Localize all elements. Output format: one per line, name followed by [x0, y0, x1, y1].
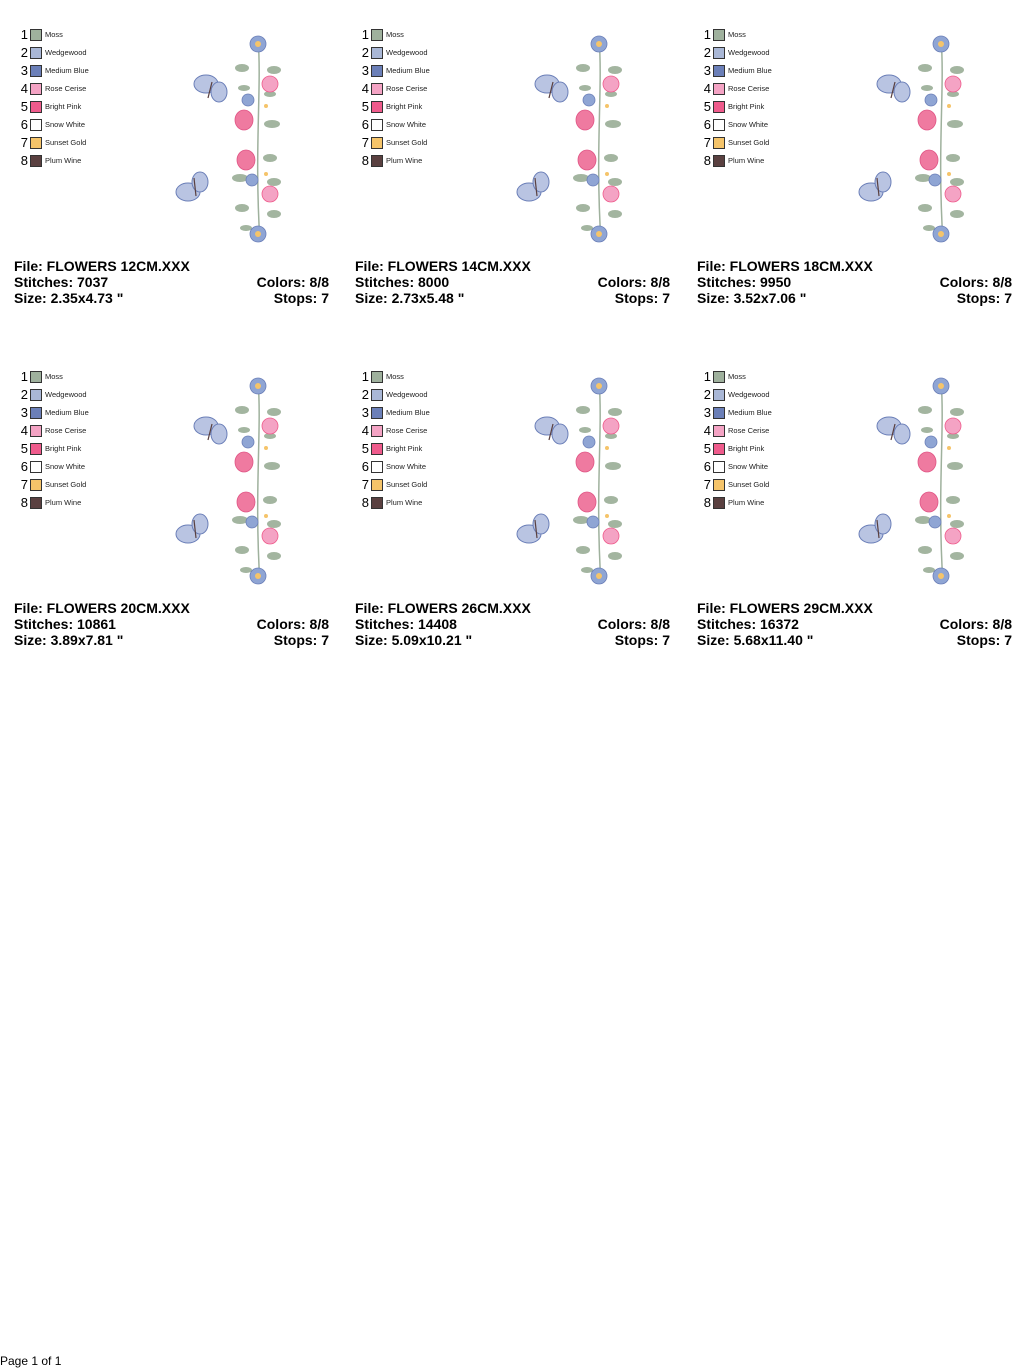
design-info [355, 600, 670, 648]
legend-item [19, 386, 89, 404]
legend-item [19, 98, 89, 116]
legend-item [19, 134, 89, 152]
legend-number: 5 [361, 99, 369, 114]
legend-color-name: Rose Cerise [386, 426, 428, 435]
design-size: Size: 5.68x11.40 " [697, 632, 814, 648]
legend-color-name: Medium Blue [45, 408, 89, 417]
legend-color-name: Rose Cerise [728, 84, 770, 93]
legend-number: 6 [703, 459, 711, 474]
legend-number: 8 [703, 153, 711, 168]
legend-item [702, 494, 772, 512]
legend-color-name: Moss [728, 372, 746, 381]
color-swatch [713, 461, 725, 473]
embroidery-design-preview [174, 370, 294, 594]
legend-item [702, 62, 772, 80]
design-info [355, 258, 670, 306]
color-swatch [371, 83, 383, 95]
legend-number: 4 [703, 423, 711, 438]
legend-item [360, 386, 430, 404]
design-size: Size: 3.89x7.81 " [14, 632, 124, 648]
legend-number: 7 [20, 477, 28, 492]
file-name: File: FLOWERS 18CM.XXX [697, 258, 873, 274]
design-size: Size: 2.73x5.48 " [355, 290, 465, 306]
color-swatch [30, 155, 42, 167]
color-swatch [30, 47, 42, 59]
legend-number: 5 [703, 441, 711, 456]
color-legend [702, 26, 772, 170]
color-swatch [713, 407, 725, 419]
color-swatch [30, 101, 42, 113]
color-swatch [713, 137, 725, 149]
legend-item [702, 116, 772, 134]
legend-color-name: Wedgewood [386, 48, 428, 57]
legend-item [702, 422, 772, 440]
legend-number: 4 [361, 423, 369, 438]
stop-count: Stops: 7 [273, 632, 329, 648]
legend-item [360, 422, 430, 440]
legend-number: 1 [361, 27, 369, 42]
color-swatch [30, 443, 42, 455]
legend-number: 1 [703, 27, 711, 42]
color-swatch [371, 101, 383, 113]
legend-number: 3 [703, 405, 711, 420]
color-swatch [371, 371, 383, 383]
legend-number: 3 [20, 405, 28, 420]
legend-color-name: Wedgewood [728, 48, 770, 57]
legend-item [702, 440, 772, 458]
stitch-count: Stitches: 10861 [14, 616, 116, 632]
stop-count: Stops: 7 [956, 290, 1012, 306]
color-legend [360, 368, 430, 512]
design-info [697, 600, 1012, 648]
legend-item [360, 62, 430, 80]
legend-item [360, 116, 430, 134]
legend-number: 6 [20, 117, 28, 132]
color-swatch [713, 425, 725, 437]
color-swatch [713, 497, 725, 509]
legend-item [702, 44, 772, 62]
color-swatch [371, 47, 383, 59]
legend-color-name: Plum Wine [45, 498, 82, 507]
color-count: Colors: 8/8 [939, 616, 1012, 632]
legend-number: 2 [361, 45, 369, 60]
color-swatch [713, 101, 725, 113]
legend-color-name: Medium Blue [386, 408, 430, 417]
legend-item [19, 368, 89, 386]
legend-item [19, 80, 89, 98]
stop-count: Stops: 7 [614, 632, 670, 648]
color-count: Colors: 8/8 [597, 274, 670, 290]
legend-color-name: Rose Cerise [45, 426, 87, 435]
stop-count: Stops: 7 [614, 290, 670, 306]
stitch-count: Stitches: 14408 [355, 616, 457, 632]
legend-number: 6 [20, 459, 28, 474]
legend-number: 2 [703, 45, 711, 60]
file-name: File: FLOWERS 20CM.XXX [14, 600, 190, 616]
legend-color-name: Sunset Gold [728, 138, 770, 147]
design-info [14, 600, 329, 648]
color-swatch [371, 65, 383, 77]
legend-number: 6 [703, 117, 711, 132]
legend-item [360, 98, 430, 116]
legend-number: 4 [20, 423, 28, 438]
legend-color-name: Moss [386, 30, 404, 39]
color-swatch [713, 65, 725, 77]
color-swatch [713, 47, 725, 59]
legend-color-name: Snow White [45, 462, 86, 471]
legend-item [360, 134, 430, 152]
legend-color-name: Sunset Gold [45, 138, 87, 147]
color-swatch [30, 497, 42, 509]
embroidery-design-preview [515, 28, 635, 252]
legend-color-name: Wedgewood [728, 390, 770, 399]
legend-color-name: Wedgewood [45, 48, 87, 57]
legend-color-name: Medium Blue [386, 66, 430, 75]
color-swatch [713, 479, 725, 491]
embroidery-design-preview [174, 28, 294, 252]
legend-number: 4 [361, 81, 369, 96]
legend-color-name: Bright Pink [45, 444, 82, 453]
legend-item [702, 404, 772, 422]
legend-color-name: Moss [728, 30, 746, 39]
design-size: Size: 5.09x10.21 " [355, 632, 473, 648]
legend-number: 3 [703, 63, 711, 78]
color-swatch [713, 389, 725, 401]
legend-number: 5 [20, 441, 28, 456]
legend-color-name: Sunset Gold [386, 480, 428, 489]
color-swatch [713, 83, 725, 95]
embroidery-design-preview [857, 28, 977, 252]
legend-item [360, 458, 430, 476]
legend-item [19, 422, 89, 440]
legend-number: 7 [20, 135, 28, 150]
legend-item [360, 26, 430, 44]
legend-item [19, 440, 89, 458]
legend-item [19, 152, 89, 170]
legend-color-name: Snow White [45, 120, 86, 129]
color-count: Colors: 8/8 [256, 616, 329, 632]
design-card [355, 0, 670, 306]
legend-item [19, 62, 89, 80]
legend-number: 3 [361, 405, 369, 420]
color-swatch [371, 137, 383, 149]
legend-color-name: Plum Wine [728, 156, 765, 165]
color-swatch [713, 29, 725, 41]
legend-number: 8 [703, 495, 711, 510]
embroidery-design-preview [515, 370, 635, 594]
file-name: File: FLOWERS 14CM.XXX [355, 258, 531, 274]
legend-color-name: Bright Pink [386, 102, 423, 111]
design-card [697, 342, 1012, 648]
legend-color-name: Bright Pink [386, 444, 423, 453]
legend-number: 3 [361, 63, 369, 78]
legend-item [702, 386, 772, 404]
legend-item [19, 26, 89, 44]
stitch-count: Stitches: 9950 [697, 274, 792, 290]
color-swatch [30, 119, 42, 131]
legend-color-name: Bright Pink [45, 102, 82, 111]
legend-number: 1 [361, 369, 369, 384]
color-legend [702, 368, 772, 512]
legend-color-name: Plum Wine [386, 156, 423, 165]
legend-number: 5 [703, 99, 711, 114]
design-card [14, 0, 329, 306]
design-card [355, 342, 670, 648]
design-card [14, 342, 329, 648]
stop-count: Stops: 7 [273, 290, 329, 306]
legend-number: 4 [20, 81, 28, 96]
design-card [697, 0, 1012, 306]
legend-number: 2 [20, 45, 28, 60]
color-swatch [713, 119, 725, 131]
stop-count: Stops: 7 [956, 632, 1012, 648]
color-count: Colors: 8/8 [597, 616, 670, 632]
legend-number: 2 [703, 387, 711, 402]
legend-number: 8 [361, 495, 369, 510]
legend-item [19, 476, 89, 494]
legend-number: 7 [703, 135, 711, 150]
embroidery-design-preview [857, 370, 977, 594]
color-swatch [371, 479, 383, 491]
color-swatch [30, 407, 42, 419]
legend-number: 1 [20, 27, 28, 42]
color-legend [19, 368, 89, 512]
legend-item [360, 368, 430, 386]
legend-item [360, 44, 430, 62]
color-swatch [713, 155, 725, 167]
legend-color-name: Sunset Gold [728, 480, 770, 489]
legend-color-name: Plum Wine [728, 498, 765, 507]
color-swatch [371, 407, 383, 419]
legend-number: 7 [703, 477, 711, 492]
legend-color-name: Snow White [728, 120, 769, 129]
legend-item [702, 26, 772, 44]
color-swatch [30, 65, 42, 77]
color-swatch [371, 497, 383, 509]
color-swatch [30, 83, 42, 95]
color-count: Colors: 8/8 [256, 274, 329, 290]
color-swatch [30, 137, 42, 149]
legend-color-name: Bright Pink [728, 444, 765, 453]
legend-color-name: Bright Pink [728, 102, 765, 111]
legend-number: 7 [361, 135, 369, 150]
color-swatch [30, 29, 42, 41]
stitch-count: Stitches: 8000 [355, 274, 450, 290]
color-swatch [371, 443, 383, 455]
legend-color-name: Medium Blue [45, 66, 89, 75]
legend-color-name: Wedgewood [386, 390, 428, 399]
legend-color-name: Snow White [386, 120, 427, 129]
legend-number: 2 [20, 387, 28, 402]
legend-item [360, 80, 430, 98]
color-legend [19, 26, 89, 170]
color-legend [360, 26, 430, 170]
legend-number: 7 [361, 477, 369, 492]
color-swatch [30, 389, 42, 401]
file-name: File: FLOWERS 26CM.XXX [355, 600, 531, 616]
design-size: Size: 3.52x7.06 " [697, 290, 807, 306]
legend-item [702, 98, 772, 116]
legend-number: 8 [20, 495, 28, 510]
legend-item [360, 152, 430, 170]
stitch-count: Stitches: 7037 [14, 274, 109, 290]
legend-color-name: Snow White [728, 462, 769, 471]
legend-color-name: Rose Cerise [45, 84, 87, 93]
legend-color-name: Plum Wine [386, 498, 423, 507]
color-swatch [371, 119, 383, 131]
legend-color-name: Medium Blue [728, 66, 772, 75]
color-count: Colors: 8/8 [939, 274, 1012, 290]
legend-number: 1 [20, 369, 28, 384]
legend-number: 5 [361, 441, 369, 456]
legend-color-name: Plum Wine [45, 156, 82, 165]
legend-item [19, 44, 89, 62]
legend-number: 5 [20, 99, 28, 114]
color-swatch [371, 155, 383, 167]
legend-number: 4 [703, 81, 711, 96]
legend-color-name: Moss [45, 372, 63, 381]
legend-number: 8 [20, 153, 28, 168]
legend-item [19, 458, 89, 476]
file-name: File: FLOWERS 12CM.XXX [14, 258, 190, 274]
legend-number: 8 [361, 153, 369, 168]
legend-item [19, 404, 89, 422]
legend-number: 6 [361, 117, 369, 132]
design-size: Size: 2.35x4.73 " [14, 290, 124, 306]
color-swatch [30, 479, 42, 491]
legend-color-name: Moss [386, 372, 404, 381]
legend-item [360, 476, 430, 494]
legend-item [360, 494, 430, 512]
legend-number: 3 [20, 63, 28, 78]
legend-number: 1 [703, 369, 711, 384]
stitch-count: Stitches: 16372 [697, 616, 799, 632]
color-swatch [371, 425, 383, 437]
color-swatch [30, 425, 42, 437]
legend-item [360, 404, 430, 422]
color-swatch [713, 443, 725, 455]
legend-number: 6 [361, 459, 369, 474]
legend-color-name: Wedgewood [45, 390, 87, 399]
file-name: File: FLOWERS 29CM.XXX [697, 600, 873, 616]
legend-color-name: Sunset Gold [386, 138, 428, 147]
color-swatch [30, 461, 42, 473]
color-swatch [713, 371, 725, 383]
legend-item [702, 152, 772, 170]
legend-color-name: Rose Cerise [728, 426, 770, 435]
legend-item [702, 80, 772, 98]
legend-item [702, 134, 772, 152]
legend-item [360, 440, 430, 458]
page-number: Page 1 of 1 [0, 1354, 62, 1368]
legend-color-name: Sunset Gold [45, 480, 87, 489]
design-info [14, 258, 329, 306]
legend-color-name: Moss [45, 30, 63, 39]
color-swatch [30, 371, 42, 383]
color-swatch [371, 29, 383, 41]
legend-item [19, 116, 89, 134]
design-info [697, 258, 1012, 306]
legend-item [702, 368, 772, 386]
legend-item [702, 458, 772, 476]
color-swatch [371, 461, 383, 473]
color-swatch [371, 389, 383, 401]
legend-item [19, 494, 89, 512]
legend-item [702, 476, 772, 494]
legend-number: 2 [361, 387, 369, 402]
legend-color-name: Snow White [386, 462, 427, 471]
legend-color-name: Rose Cerise [386, 84, 428, 93]
legend-color-name: Medium Blue [728, 408, 772, 417]
